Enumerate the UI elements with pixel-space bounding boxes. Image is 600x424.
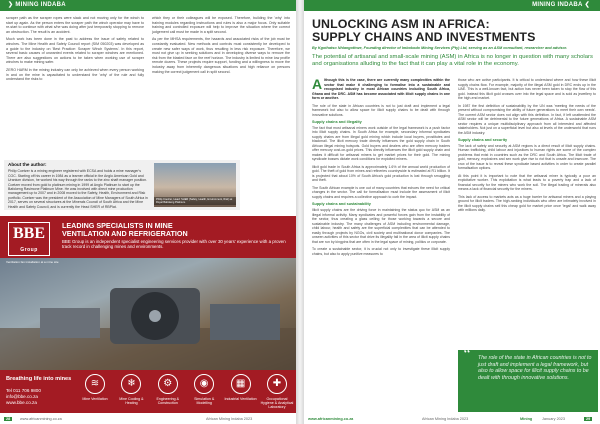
service-label: Mine Cooling & Heating xyxy=(119,397,144,406)
paragraph: those who are active participants. It is critical to understand where and how these illicit supply chains flow. For example, majority of the illegal ASM gold in DRC ends up in the UAE. This is a well-known fact, but action has never been taken to stop the flow of this gold. Instead this illicit gold crosses over into the legal space and is sold as jewellery to the high-end market. xyxy=(458,78,596,100)
chevron-left-icon: ❮ xyxy=(584,2,590,8)
right-footer xyxy=(304,413,600,424)
section-label: MINING INDABA xyxy=(15,2,66,8)
ventilation-fan-photo xyxy=(0,258,296,370)
section-header-left xyxy=(0,0,296,11)
left-page xyxy=(0,0,296,424)
article-byline: By Kgothatso Nhlangothwe, Founding director of Imbokodo Mining Services (Pty) Ltd, serving as an ASM consultant, researcher and advisor. xyxy=(312,46,568,50)
article-title-line-1: UNLOCKING ASM IN AFRICA: xyxy=(312,17,490,31)
paragraph: At this point it is important to note that the artisanal miner is typically a poor an exploitative worker. This exploitation is what leads to a poverty trap and a lack of financial security for the miners who work the soil. The illegal trading of minerals also means a lack of financial security for the miners. xyxy=(458,173,596,192)
ad-phone[interactable]: Tel 011 706 9800 xyxy=(6,388,41,393)
snowflake-icon: ❄ xyxy=(121,374,141,394)
factory-icon: ▦ xyxy=(231,374,251,394)
footer-month: January 2023 xyxy=(542,417,566,421)
target-icon: ◉ xyxy=(194,374,214,394)
page-number: 29 xyxy=(586,417,591,421)
paragraph: Illicit supply chains are the driving force in maintaining the status quo for ASM as an illegal informal activity. Many syndicates and powerful forces gain from the instability of the sector, thus creating a glass ceiling for those working towards a secure and sustainable industry. The many challenges of ASM including environmental damage, child labour, health and safety are the superficial complexities that can be attended to easily through projects by NGOs, civil society and multinational donor companies. The unseen activities of this sector that drive its illegality fall in the area of illicit supply chains that are run by kingpins that are often in the legal space of mining, politics or corporate. xyxy=(312,208,450,244)
paragraph: As per the MHSA requirements, the hazards and associated risks of the job must be constantly evaluated. New methods and controls must consistently be developed to create new safer ways of work, thus resulting in less risk exposure. Therefore, we must not give up in seeking solutions and in developing diverse ways to remove the risk from the blasted face on the reef horizon. The industry is limited to mine low profile remote dozers. These projects require support, funding and a willingness to move the industry away from inherently dangerous situations and high reliance on persons making the correct judgement call in split second. xyxy=(152,37,290,74)
lead-paragraph-text: lthough this is the case, there are currently many complexities within the sector that make it challenging to formalise into a sustainable and recognised industry in most African countries including South Africa, Ghana and the DRC. ASM has become associated with illicit supply chains in one form or another. xyxy=(312,78,450,100)
bbe-logo-subtext: Group xyxy=(20,247,38,253)
about-author-bio: Philip Coetzer is a mining engineer registered with ECSA and holds a mine manager's COC. Starting off his career in 1984 as a learner official in the Anglo American Gold and Uranium division, he worked his way through the ranks to the zinc shaft manager position. Coetzer moved from gold to platinum mining in 1999 at Anglo Platinum to start up the Bafokeng Rasimone Platinum Mine. He was involved with direct mine production management up to 2007 and in 2008 moved to the Safety, Health, Environment and Risk portfolio. Coetzer was the president of the Association of Mine Managers of South Africa in 2017, serves on several structures at the Minerals Council of South Africa and the Mine Health and Safety Council, and is currently the Head SHER of RBPlat. xyxy=(8,169,148,209)
paragraph: In 1987 the first definition of sustainability by the UN was 'meeting the needs of the present without compromising the ability of future generations to meet their own needs'. The current ASM sector does not align with this definition. In fact, if left unattended the ASM sector will be detrimental to the future generations of Africa. A sustainable ASM sector requires a unique multidisciplinary approach from all interested and affected stakeholders. Not just on a superficial level but also at levels of the underworld that runs the ASM industry. xyxy=(458,103,596,135)
bbe-logo xyxy=(8,222,50,256)
article-column-1 xyxy=(312,78,450,259)
about-author-text xyxy=(8,163,150,209)
chevron-right-icon: ❯ xyxy=(8,2,14,8)
service-label: Mine Ventilation xyxy=(82,397,108,401)
drop-cap: A xyxy=(312,76,323,92)
gear-icon: ⚙ xyxy=(158,374,178,394)
right-page xyxy=(304,0,600,424)
service-label: Occupational Hygiene & Analytical Laboratory xyxy=(260,397,294,410)
service-label: Industrial Ventilation xyxy=(224,397,257,401)
bbe-logo-text: BBE xyxy=(12,225,45,242)
paragraph: ZERO HARM in the mining industry can only be achieved when every person working in and on the mine is capacitated to understand the 'why' of the rule and fully understand the risks to xyxy=(6,67,144,82)
section-label: MINING INDABA xyxy=(532,2,583,8)
paragraph: The South African example is one out of many countries that echoes the need for critical changes in the sector. The call for formalisation must include the assessment of illicit supply chains and requires a collective approach to curb the impact. xyxy=(312,185,450,199)
article-standfirst: The potential of artisanal and small-scale mining (ASM) in Africa is no longer in question with many scholars and organisations alluding to the fact that it can play a vital role in the economy. xyxy=(312,54,593,68)
lead-paragraph xyxy=(312,78,450,101)
paragraph: Much work has been done in the past to address the issue of safety related to winches. The Mine Health and Safety Council report (SIM 050203) was developed as a guide to the industry on 'Best Practice: Scraper Winch Systems'. In this report, several basic causes of unwanted events related to scraper winches are mentioned. There are also suggestions on actions to be taken when working use of scraper winches to make mining safer. xyxy=(6,37,144,65)
footer-url[interactable]: www.africanmining.co.za xyxy=(20,417,62,421)
fan-illustration xyxy=(0,258,296,370)
paragraph: The role of the state in African countries is not to just draft and implement a legal framework but also to allow space for illicit supply chains to be dealt with through innovative solutions. xyxy=(312,103,450,117)
cross-icon: ✚ xyxy=(267,374,287,394)
paragraph: The lack of safety and security at ASM regions is a direct result of illicit supply chains. Human trafficking, child labour and injustices to human rights are some of the complex problems that exist in countries such as the DRC and South Africa. The illicit trade of gold, mercury, explosives and sex work give rise to riot that is unsafe and insecure. The crux of the issue is to reveal these syndicate based activities in order to create parallel formalisation options. xyxy=(458,143,596,171)
subheading: Supply chains and security xyxy=(458,138,508,142)
article-title xyxy=(312,18,594,44)
ad-headline-line-2: VENTILATION AND REFRIGERATION xyxy=(62,229,188,238)
section-header-right xyxy=(304,0,600,11)
service-label: Engineering & Construction xyxy=(156,397,180,406)
ad-website[interactable]: www.bbe.co.za xyxy=(6,400,37,405)
footer-url[interactable]: www.africanmining.co.za xyxy=(308,417,354,421)
article-column-2 xyxy=(458,78,596,216)
ad-email[interactable]: info@bbe.co.za xyxy=(6,394,38,399)
article-column-2 xyxy=(152,16,290,77)
service-label: Simulation & Modelling xyxy=(194,397,215,406)
ad-body: BBE Group is an independent specialist engineering services provider with over 30 years' experience with a proven track record in challenging mines and environments. xyxy=(62,239,286,250)
about-author-title: About the author: xyxy=(8,162,47,167)
footer-brand: Mining xyxy=(520,417,533,421)
footer-edition: African Mining Indaba 2023 xyxy=(422,417,469,421)
author-photo-caption: Philip Coetzer, Head: SHER (Safety, Health, Environment, Risk) at Royal Bafokeng Platinum. xyxy=(154,197,236,205)
ad-contact xyxy=(6,388,41,406)
about-author-box xyxy=(4,160,240,210)
left-footer xyxy=(0,413,296,424)
pull-quote-text: The role of the state in African countries is not to just draft and implement a legal framework, but also to allow space for illicit supply chains to be dealt with through innovative solutions. xyxy=(478,355,592,381)
article-title-line-2: SUPPLY CHAINS AND INVESTMENTS xyxy=(312,30,536,44)
ad-photo-label: Ventilation fan installation at a mine site xyxy=(6,260,59,264)
paragraph: To create a sustainable sector, it is crucial not only to investigate these illicit supply chains, but also to apply punitive measures to xyxy=(312,247,450,256)
page-gutter xyxy=(296,0,304,424)
paragraph: which they or their colleagues will be exposed. Therefore, building the 'why' into training modules regarding instructions and rules is also a major focus. Only suitable training and controlled exposure will help to improve the situation where the correct judgement call must be made in a split second. xyxy=(152,16,290,34)
paragraph: This lack of access to markets acts as a huge barrier for artisanal miners and a playing ground for illicit traders. The high-ranking individuals who often are intimately involved in the illicit supply chains sell this cheap gold for market price once 'legal' and walk away with millions daily. xyxy=(458,194,596,213)
pull-quote xyxy=(458,346,598,412)
ad-tagline: Breathing life into mines xyxy=(6,376,72,382)
subheading: Supply chains and sustainability xyxy=(312,202,371,207)
footer-edition: African Mining Indaba 2023 xyxy=(206,417,253,421)
subheading: Supply chains and illegality xyxy=(312,120,362,124)
paragraph: Illicit gold trade in South Africa is approximately 1.6% of the annual world production of gold. The theft of gold from mines and refineries countrywide is estimated at R1 billion. It is projected that about 10% of South Africa's gold production is lost through smuggling and theft. xyxy=(312,164,450,183)
ad-headline xyxy=(62,222,292,238)
bbe-advertisement[interactable] xyxy=(0,216,296,424)
paragraph: The fact that most artisanal miners work outside of the legal framework is a push factor into illicit supply chains. In South Africa for example, secondary informal syndicates supply chains are from illegal gold mining which include local buyers, prostitutes and blackmail. The illicit mercury trade directly influences the gold supply chain in South African illegal mining hotspots. Gold buyers and dealers who are often mercury traders offer mercury cost-on-gold prices. This directly influences the illicit gold supply chain and makes it difficult for artisanal miners to get market prices for their gold. The mining syndicate bosses dictate work conditions for exploited miners. xyxy=(312,125,450,162)
page-number: 28 xyxy=(6,417,11,421)
ad-headline-line-1: LEADING SPECIALISTS IN MINE xyxy=(62,221,173,230)
paragraph: scraper path as the scraper ropes were slack and not moving only for the winch to start up again. As the person enters the scraper path the winch operator may have to re-start to continue with what s/he was doing after just temporarily stopping to remove an obstruction. The result is an accident. xyxy=(6,16,144,34)
ventilation-icon: ≋ xyxy=(85,374,105,394)
article-column-1 xyxy=(6,16,144,85)
quote-mark-icon: “ xyxy=(462,346,471,363)
